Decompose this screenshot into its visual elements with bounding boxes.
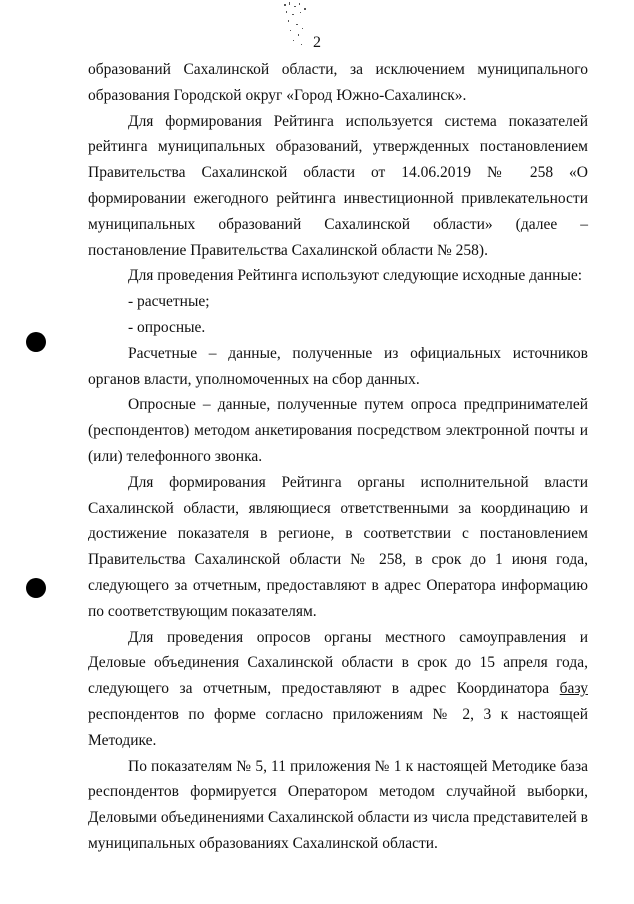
paragraph-text: респондентов по форме согласно приложениям № 2, 3 к настоящей Методике. [88,705,588,749]
punch-hole [26,332,46,352]
paragraph [88,625,588,754]
paragraph: Для формирования Рейтинга органы исполнительной власти Сахалинской области, являющиеся ответственными за координацию и достижение показателя в регионе, в соответствии с постановлением Правительства Сахалинской области № 258, в срок до 1 июня года, следующего за отчетным, предоставляют в адрес Оператора информацию по соответствующим показателям. [88,473,588,620]
page-number: 2 [313,34,321,51]
punch-hole [26,578,46,598]
paragraph: образований Сахалинской области, за исключением муниципального образования Городской округ «Город Южно-Сахалинск». [88,61,588,104]
document-body [88,57,588,857]
paragraph: Расчетные – данные, полученные из официальных источников органов власти, уполномоченных на сбор данных. [88,344,588,388]
list-item: - расчетные; [128,293,210,311]
paragraph: Для проведения Рейтинга используют следующие исходные данные: [128,267,583,285]
paragraph: Для формирования Рейтинга используется система показателей рейтинга муниципальных образований, утвержденных постановлением Правительства Сахалинской области от 14.06.2019 № 258 «О формировании ежегодного рейтинга инвестиционной привлекательности муниципальных образований Сахалинской области» (далее – постановление Правительства Сахалинской области № 258). [88,112,588,259]
paragraph: По показателям № 5, 11 приложения № 1 к настоящей Методике база респондентов формируется Оператором методом случайной выборки, Деловыми объединениями Сахалинской области из числа представителей в муниципальных образованиях Сахалинской области. [88,757,588,852]
paragraph: Опросные – данные, полученные путем опроса предпринимателей (респондентов) методом анкетирования посредством электронной почты и (или) телефонного звонка. [88,396,588,465]
paragraph-text: Для проведения опросов органы местного самоуправления и Деловые объединения Сахалинской области в срок до 15 апреля года, следующего за отчетным, предоставляют в адрес Координатора [88,628,588,698]
underlined-word: базу [559,680,588,698]
list-item: - опросные. [128,318,206,336]
